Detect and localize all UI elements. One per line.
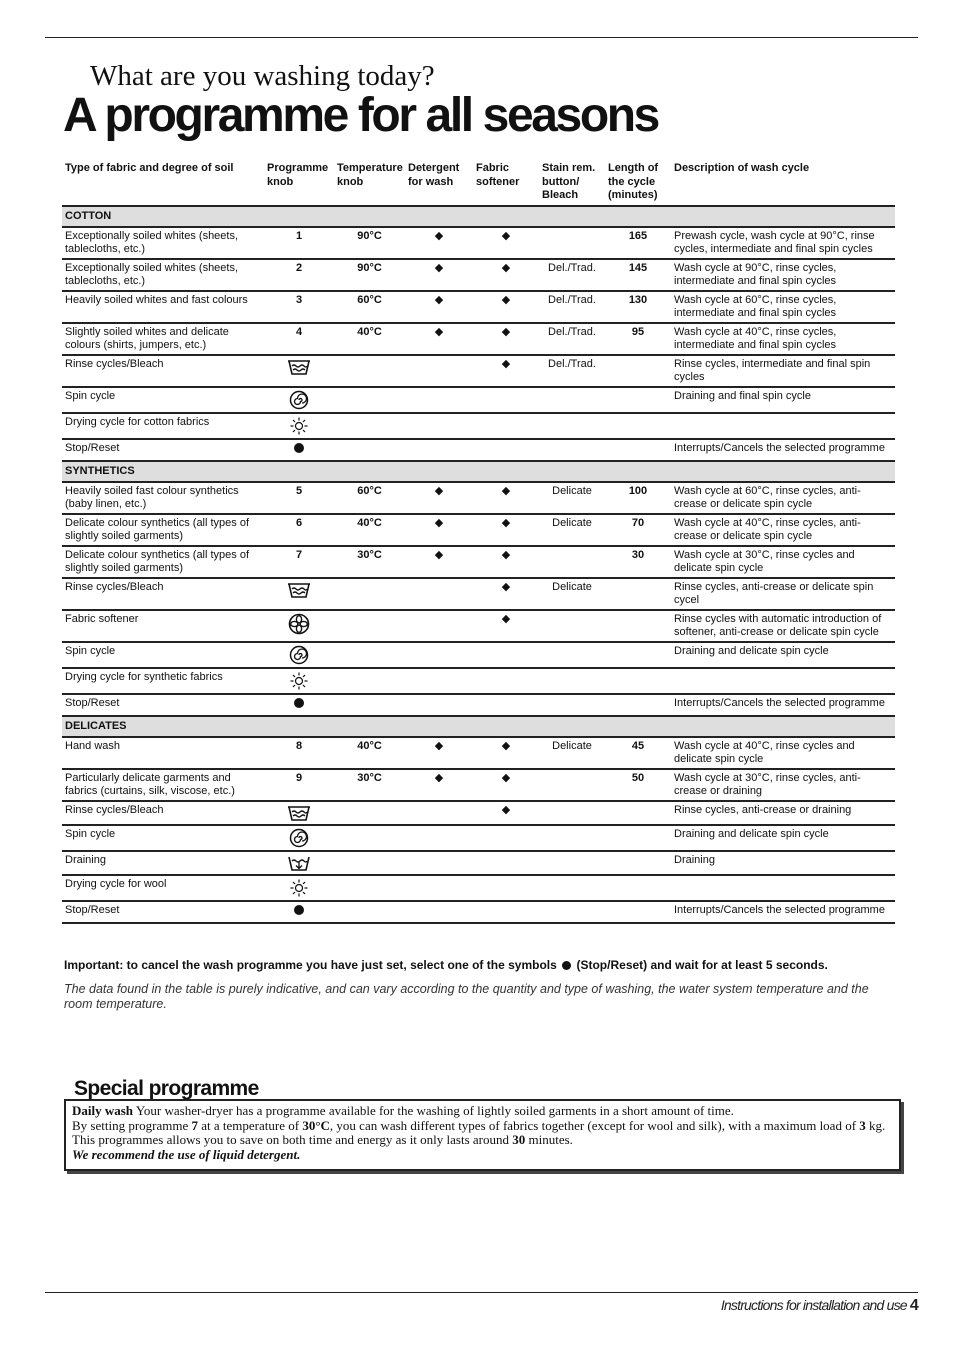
cycle-length: 70	[605, 514, 671, 546]
temperature: 30°C	[334, 769, 405, 801]
rinse-icon	[287, 358, 311, 376]
softener-indicator: ◆	[473, 514, 539, 546]
programme-symbol	[264, 694, 334, 716]
special-temperature: 30°C	[302, 1117, 330, 1133]
fabric-type: Stop/Reset	[62, 901, 264, 923]
softener-indicator: ◆	[473, 737, 539, 769]
programme-symbol	[264, 851, 334, 875]
cycle-length	[605, 439, 671, 461]
cycle-description: Rinse cycles with automatic introduction of softener, anti-crease or delicate spin cycle	[671, 610, 895, 642]
fabric-type: Draining	[62, 851, 264, 875]
softener-indicator: ◆	[473, 546, 539, 578]
stain-removal	[539, 668, 605, 694]
col-header: Type of fabric and degree of soil	[62, 160, 264, 206]
softener-indicator: ◆	[473, 323, 539, 355]
detergent-indicator	[405, 851, 473, 875]
temperature	[334, 825, 405, 851]
cycle-description: Wash cycle at 30°C, rinse cycles, anti-crease or draining	[671, 769, 895, 801]
softener-indicator: ◆	[473, 259, 539, 291]
cycle-description: Interrupts/Cancels the selected programme	[671, 439, 895, 461]
table-row	[62, 769, 895, 801]
table-row	[62, 694, 895, 716]
page-number: 4	[909, 1297, 918, 1314]
fabric-type: Heavily soiled fast colour synthetics (baby linen, etc.)	[62, 482, 264, 514]
temperature	[334, 413, 405, 439]
cycle-length	[605, 668, 671, 694]
programme-knob: 8	[264, 737, 334, 769]
important-text-before: Important: to cancel the wash programme you have just set, select one of the symbols	[64, 958, 557, 972]
detergent-indicator	[405, 875, 473, 901]
draining-icon	[287, 854, 311, 872]
softener-indicator	[473, 642, 539, 668]
programme-knob: 6	[264, 514, 334, 546]
detergent-indicator: ◆	[405, 323, 473, 355]
cycle-length	[605, 901, 671, 923]
temperature: 40°C	[334, 323, 405, 355]
cycle-description	[671, 875, 895, 901]
indicative-note: The data found in the table is purely indicative, and can vary according to the quantity and type of washing, the water system temperature and the room temperature.	[64, 982, 869, 1011]
cycle-description: Wash cycle at 30°C, rinse cycles and delicate spin cycle	[671, 546, 895, 578]
stain-removal	[539, 801, 605, 825]
detergent-indicator	[405, 578, 473, 610]
detergent-indicator	[405, 387, 473, 413]
programme-symbol	[264, 801, 334, 825]
stain-removal	[539, 610, 605, 642]
fabric-type: Rinse cycles/Bleach	[62, 578, 264, 610]
section-title: DELICATES	[62, 716, 895, 737]
softener-indicator	[473, 851, 539, 875]
stain-removal	[539, 769, 605, 801]
top-rule	[45, 37, 918, 38]
temperature	[334, 851, 405, 875]
cycle-length	[605, 578, 671, 610]
col-header: Stain rem. button/ Bleach	[539, 160, 605, 206]
temperature: 40°C	[334, 514, 405, 546]
cycle-description: Draining and final spin cycle	[671, 387, 895, 413]
cycle-length: 50	[605, 769, 671, 801]
section-title: COTTON	[62, 206, 895, 227]
detergent-indicator	[405, 668, 473, 694]
detergent-indicator: ◆	[405, 546, 473, 578]
cycle-length	[605, 610, 671, 642]
table-row	[62, 737, 895, 769]
programme-symbol	[264, 578, 334, 610]
special-programme-number: 7	[191, 1117, 199, 1133]
programme-knob: 3	[264, 291, 334, 323]
fabric-type: Rinse cycles/Bleach	[62, 355, 264, 387]
cycle-description: Wash cycle at 40°C, rinse cycles, intermediate and final spin cycles	[671, 323, 895, 355]
programme-symbol	[264, 610, 334, 642]
temperature	[334, 355, 405, 387]
special-recommendation: We recommend the use of liquid detergent.	[72, 1146, 301, 1162]
stain-removal	[539, 227, 605, 259]
fabric-type: Spin cycle	[62, 642, 264, 668]
table-row	[62, 482, 895, 514]
table-row	[62, 413, 895, 439]
programme-symbol	[264, 413, 334, 439]
cycle-length: 45	[605, 737, 671, 769]
cycle-description: Draining	[671, 851, 895, 875]
softener-indicator	[473, 387, 539, 413]
important-text-after: (Stop/Reset) and wait for at least 5 seconds.	[576, 958, 828, 972]
temperature	[334, 610, 405, 642]
cycle-description: Wash cycle at 40°C, rinse cycles, anti-crease or delicate spin cycle	[671, 514, 895, 546]
special-lead: Daily wash	[72, 1103, 134, 1118]
stain-removal: Del./Trad.	[539, 323, 605, 355]
cycle-description: Wash cycle at 90°C, rinse cycles, intermediate and final spin cycles	[671, 259, 895, 291]
stain-removal: Delicate	[539, 514, 605, 546]
rinse-icon	[287, 581, 311, 599]
detergent-indicator	[405, 439, 473, 461]
softener-indicator	[473, 901, 539, 923]
table-row	[62, 642, 895, 668]
cycle-length	[605, 387, 671, 413]
programme-symbol	[264, 875, 334, 901]
cycle-length: 95	[605, 323, 671, 355]
programme-symbol	[264, 668, 334, 694]
drying-icon	[289, 416, 309, 436]
detergent-indicator: ◆	[405, 227, 473, 259]
programme-symbol	[264, 901, 334, 923]
softener-indicator: ◆	[473, 610, 539, 642]
special-text: Your washer-dryer has a programme available for the washing of lightly soiled garments in a short amount of time.	[133, 1103, 734, 1118]
special-text: By setting programme	[72, 1117, 192, 1133]
fabric-type: Particularly delicate garments and fabrics (curtains, silk, viscose, etc.)	[62, 769, 264, 801]
spin-icon	[289, 828, 309, 848]
cycle-length	[605, 825, 671, 851]
cycle-description	[671, 413, 895, 439]
detergent-indicator	[405, 825, 473, 851]
softener-indicator: ◆	[473, 769, 539, 801]
table-row	[62, 801, 895, 825]
programme-knob: 7	[264, 546, 334, 578]
fabric-type: Spin cycle	[62, 825, 264, 851]
detergent-indicator: ◆	[405, 514, 473, 546]
stop-reset-icon	[294, 443, 304, 453]
special-text: , you can wash different types of fabrics together (except for wool and silk), with a maximum load of	[329, 1117, 860, 1133]
stain-removal: Delicate	[539, 737, 605, 769]
stain-removal	[539, 546, 605, 578]
col-header: Detergent for wash	[405, 160, 473, 206]
cycle-description: Wash cycle at 40°C, rinse cycles and delicate spin cycle	[671, 737, 895, 769]
drying-icon	[289, 878, 309, 898]
section-header-row	[62, 716, 895, 737]
detergent-indicator	[405, 801, 473, 825]
temperature	[334, 387, 405, 413]
cycle-length	[605, 694, 671, 716]
stop-reset-icon	[294, 698, 304, 708]
cycle-length	[605, 801, 671, 825]
table-row	[62, 323, 895, 355]
page-footer	[721, 1297, 918, 1315]
temperature	[334, 901, 405, 923]
detergent-indicator	[405, 610, 473, 642]
cycle-length: 100	[605, 482, 671, 514]
table-row	[62, 875, 895, 901]
stain-removal	[539, 387, 605, 413]
softener-indicator: ◆	[473, 482, 539, 514]
cycle-length: 130	[605, 291, 671, 323]
temperature: 60°C	[334, 291, 405, 323]
special-minutes: 30	[512, 1132, 526, 1147]
programme-symbol	[264, 439, 334, 461]
cycle-description: Wash cycle at 60°C, rinse cycles, anti-crease or delicate spin cycle	[671, 482, 895, 514]
cycle-description: Wash cycle at 60°C, rinse cycles, intermediate and final spin cycles	[671, 291, 895, 323]
temperature: 60°C	[334, 482, 405, 514]
section-title: SYNTHETICS	[62, 461, 895, 482]
detergent-indicator: ◆	[405, 259, 473, 291]
col-header: Length of the cycle (minutes)	[605, 160, 671, 206]
programme-knob: 5	[264, 482, 334, 514]
stain-removal: Delicate	[539, 482, 605, 514]
programme-symbol	[264, 642, 334, 668]
detergent-indicator	[405, 694, 473, 716]
col-header: Programme knob	[264, 160, 334, 206]
fabric-type: Exceptionally soiled whites (sheets, tablecloths, etc.)	[62, 227, 264, 259]
fabric-type: Rinse cycles/Bleach	[62, 801, 264, 825]
detergent-indicator	[405, 413, 473, 439]
page-subtitle: What are you washing today?	[90, 60, 435, 92]
fabric-type: Drying cycle for synthetic fabrics	[62, 668, 264, 694]
programme-knob: 9	[264, 769, 334, 801]
fabric-type: Drying cycle for cotton fabrics	[62, 413, 264, 439]
footer-text: Instructions for installation and use	[720, 1297, 907, 1313]
temperature	[334, 801, 405, 825]
fabric-type: Stop/Reset	[62, 694, 264, 716]
temperature	[334, 694, 405, 716]
detergent-indicator	[405, 642, 473, 668]
stain-removal: Del./Trad.	[539, 259, 605, 291]
section-header-row	[62, 461, 895, 482]
special-load: 3	[859, 1117, 866, 1133]
table-row	[62, 578, 895, 610]
bottom-rule	[45, 1292, 918, 1293]
fabric-type: Fabric softener	[62, 610, 264, 642]
temperature	[334, 439, 405, 461]
softener-indicator	[473, 413, 539, 439]
stain-removal	[539, 694, 605, 716]
softener-indicator: ◆	[473, 578, 539, 610]
stain-removal: Del./Trad.	[539, 355, 605, 387]
table-header-row	[62, 160, 895, 206]
softener-indicator: ◆	[473, 291, 539, 323]
detergent-indicator	[405, 901, 473, 923]
table-row	[62, 514, 895, 546]
special-programme-box	[64, 1099, 901, 1171]
cycle-length	[605, 355, 671, 387]
temperature: 40°C	[334, 737, 405, 769]
col-header: Temperature knob	[334, 160, 405, 206]
table-row	[62, 259, 895, 291]
cycle-length: 30	[605, 546, 671, 578]
fabric-softener-icon	[288, 613, 310, 635]
temperature: 90°C	[334, 227, 405, 259]
table-row	[62, 439, 895, 461]
stain-removal	[539, 901, 605, 923]
page-title: A programme for all seasons	[63, 89, 658, 142]
section-header-row	[62, 206, 895, 227]
temperature: 90°C	[334, 259, 405, 291]
stain-removal	[539, 851, 605, 875]
table-row	[62, 227, 895, 259]
softener-indicator	[473, 694, 539, 716]
fabric-type: Delicate colour synthetics (all types of slightly soiled garments)	[62, 546, 264, 578]
spin-icon	[289, 645, 309, 665]
table-row	[62, 825, 895, 851]
temperature	[334, 578, 405, 610]
programme-knob: 2	[264, 259, 334, 291]
fabric-type: Slightly soiled whites and delicate colours (shirts, jumpers, etc.)	[62, 323, 264, 355]
table-row	[62, 546, 895, 578]
cycle-description	[671, 668, 895, 694]
special-programme-title: Special programme	[74, 1077, 259, 1100]
stop-reset-icon	[294, 905, 304, 915]
stain-removal: Del./Trad.	[539, 291, 605, 323]
col-header: Description of wash cycle	[671, 160, 895, 206]
special-text: kg. This programmes allows you to save on both time and energy as it only lasts around	[72, 1117, 886, 1147]
fabric-type: Drying cycle for wool	[62, 875, 264, 901]
cycle-length: 145	[605, 259, 671, 291]
programme-symbol	[264, 825, 334, 851]
fabric-type: Hand wash	[62, 737, 264, 769]
special-text: at a temperature of	[198, 1117, 303, 1133]
fabric-type: Heavily soiled whites and fast colours	[62, 291, 264, 323]
col-header: Fabric softener	[473, 160, 539, 206]
softener-indicator	[473, 825, 539, 851]
stain-removal	[539, 825, 605, 851]
temperature: 30°C	[334, 546, 405, 578]
softener-indicator: ◆	[473, 227, 539, 259]
temperature	[334, 642, 405, 668]
programme-knob: 1	[264, 227, 334, 259]
stain-removal: Delicate	[539, 578, 605, 610]
stain-removal	[539, 642, 605, 668]
cycle-length	[605, 875, 671, 901]
detergent-indicator: ◆	[405, 737, 473, 769]
temperature	[334, 668, 405, 694]
fabric-type: Spin cycle	[62, 387, 264, 413]
programme-knob: 4	[264, 323, 334, 355]
drying-icon	[289, 671, 309, 691]
cycle-description: Interrupts/Cancels the selected programme	[671, 901, 895, 923]
fabric-type: Exceptionally soiled whites (sheets, tablecloths, etc.)	[62, 259, 264, 291]
detergent-indicator: ◆	[405, 769, 473, 801]
fabric-type: Delicate colour synthetics (all types of slightly soiled garments)	[62, 514, 264, 546]
detergent-indicator	[405, 355, 473, 387]
fabric-type: Stop/Reset	[62, 439, 264, 461]
stain-removal	[539, 413, 605, 439]
cycle-description: Rinse cycles, anti-crease or draining	[671, 801, 895, 825]
stop-reset-icon	[562, 961, 571, 970]
cycle-description: Rinse cycles, intermediate and final spin cycles	[671, 355, 895, 387]
softener-indicator	[473, 439, 539, 461]
stain-removal	[539, 439, 605, 461]
special-text: minutes.	[525, 1132, 573, 1147]
table-row	[62, 291, 895, 323]
temperature	[334, 875, 405, 901]
rinse-icon	[287, 804, 311, 822]
detergent-indicator: ◆	[405, 482, 473, 514]
softener-indicator: ◆	[473, 801, 539, 825]
spin-icon	[289, 390, 309, 410]
cycle-description: Draining and delicate spin cycle	[671, 642, 895, 668]
programme-symbol	[264, 355, 334, 387]
cycle-length	[605, 642, 671, 668]
cycle-length	[605, 413, 671, 439]
programme-symbol	[264, 387, 334, 413]
cycle-description: Prewash cycle, wash cycle at 90°C, rinse cycles, intermediate and final spin cycles	[671, 227, 895, 259]
table-row	[62, 387, 895, 413]
programme-table	[62, 160, 895, 924]
cycle-length: 165	[605, 227, 671, 259]
table-row	[62, 610, 895, 642]
cycle-description: Rinse cycles, anti-crease or delicate spin cycel	[671, 578, 895, 610]
cycle-length	[605, 851, 671, 875]
cycle-description: Draining and delicate spin cycle	[671, 825, 895, 851]
table-row	[62, 901, 895, 923]
softener-indicator	[473, 875, 539, 901]
table-row	[62, 851, 895, 875]
softener-indicator	[473, 668, 539, 694]
cycle-description: Interrupts/Cancels the selected programme	[671, 694, 895, 716]
table-row	[62, 355, 895, 387]
softener-indicator: ◆	[473, 355, 539, 387]
detergent-indicator: ◆	[405, 291, 473, 323]
table-row	[62, 668, 895, 694]
important-notice	[64, 958, 828, 972]
stain-removal	[539, 875, 605, 901]
